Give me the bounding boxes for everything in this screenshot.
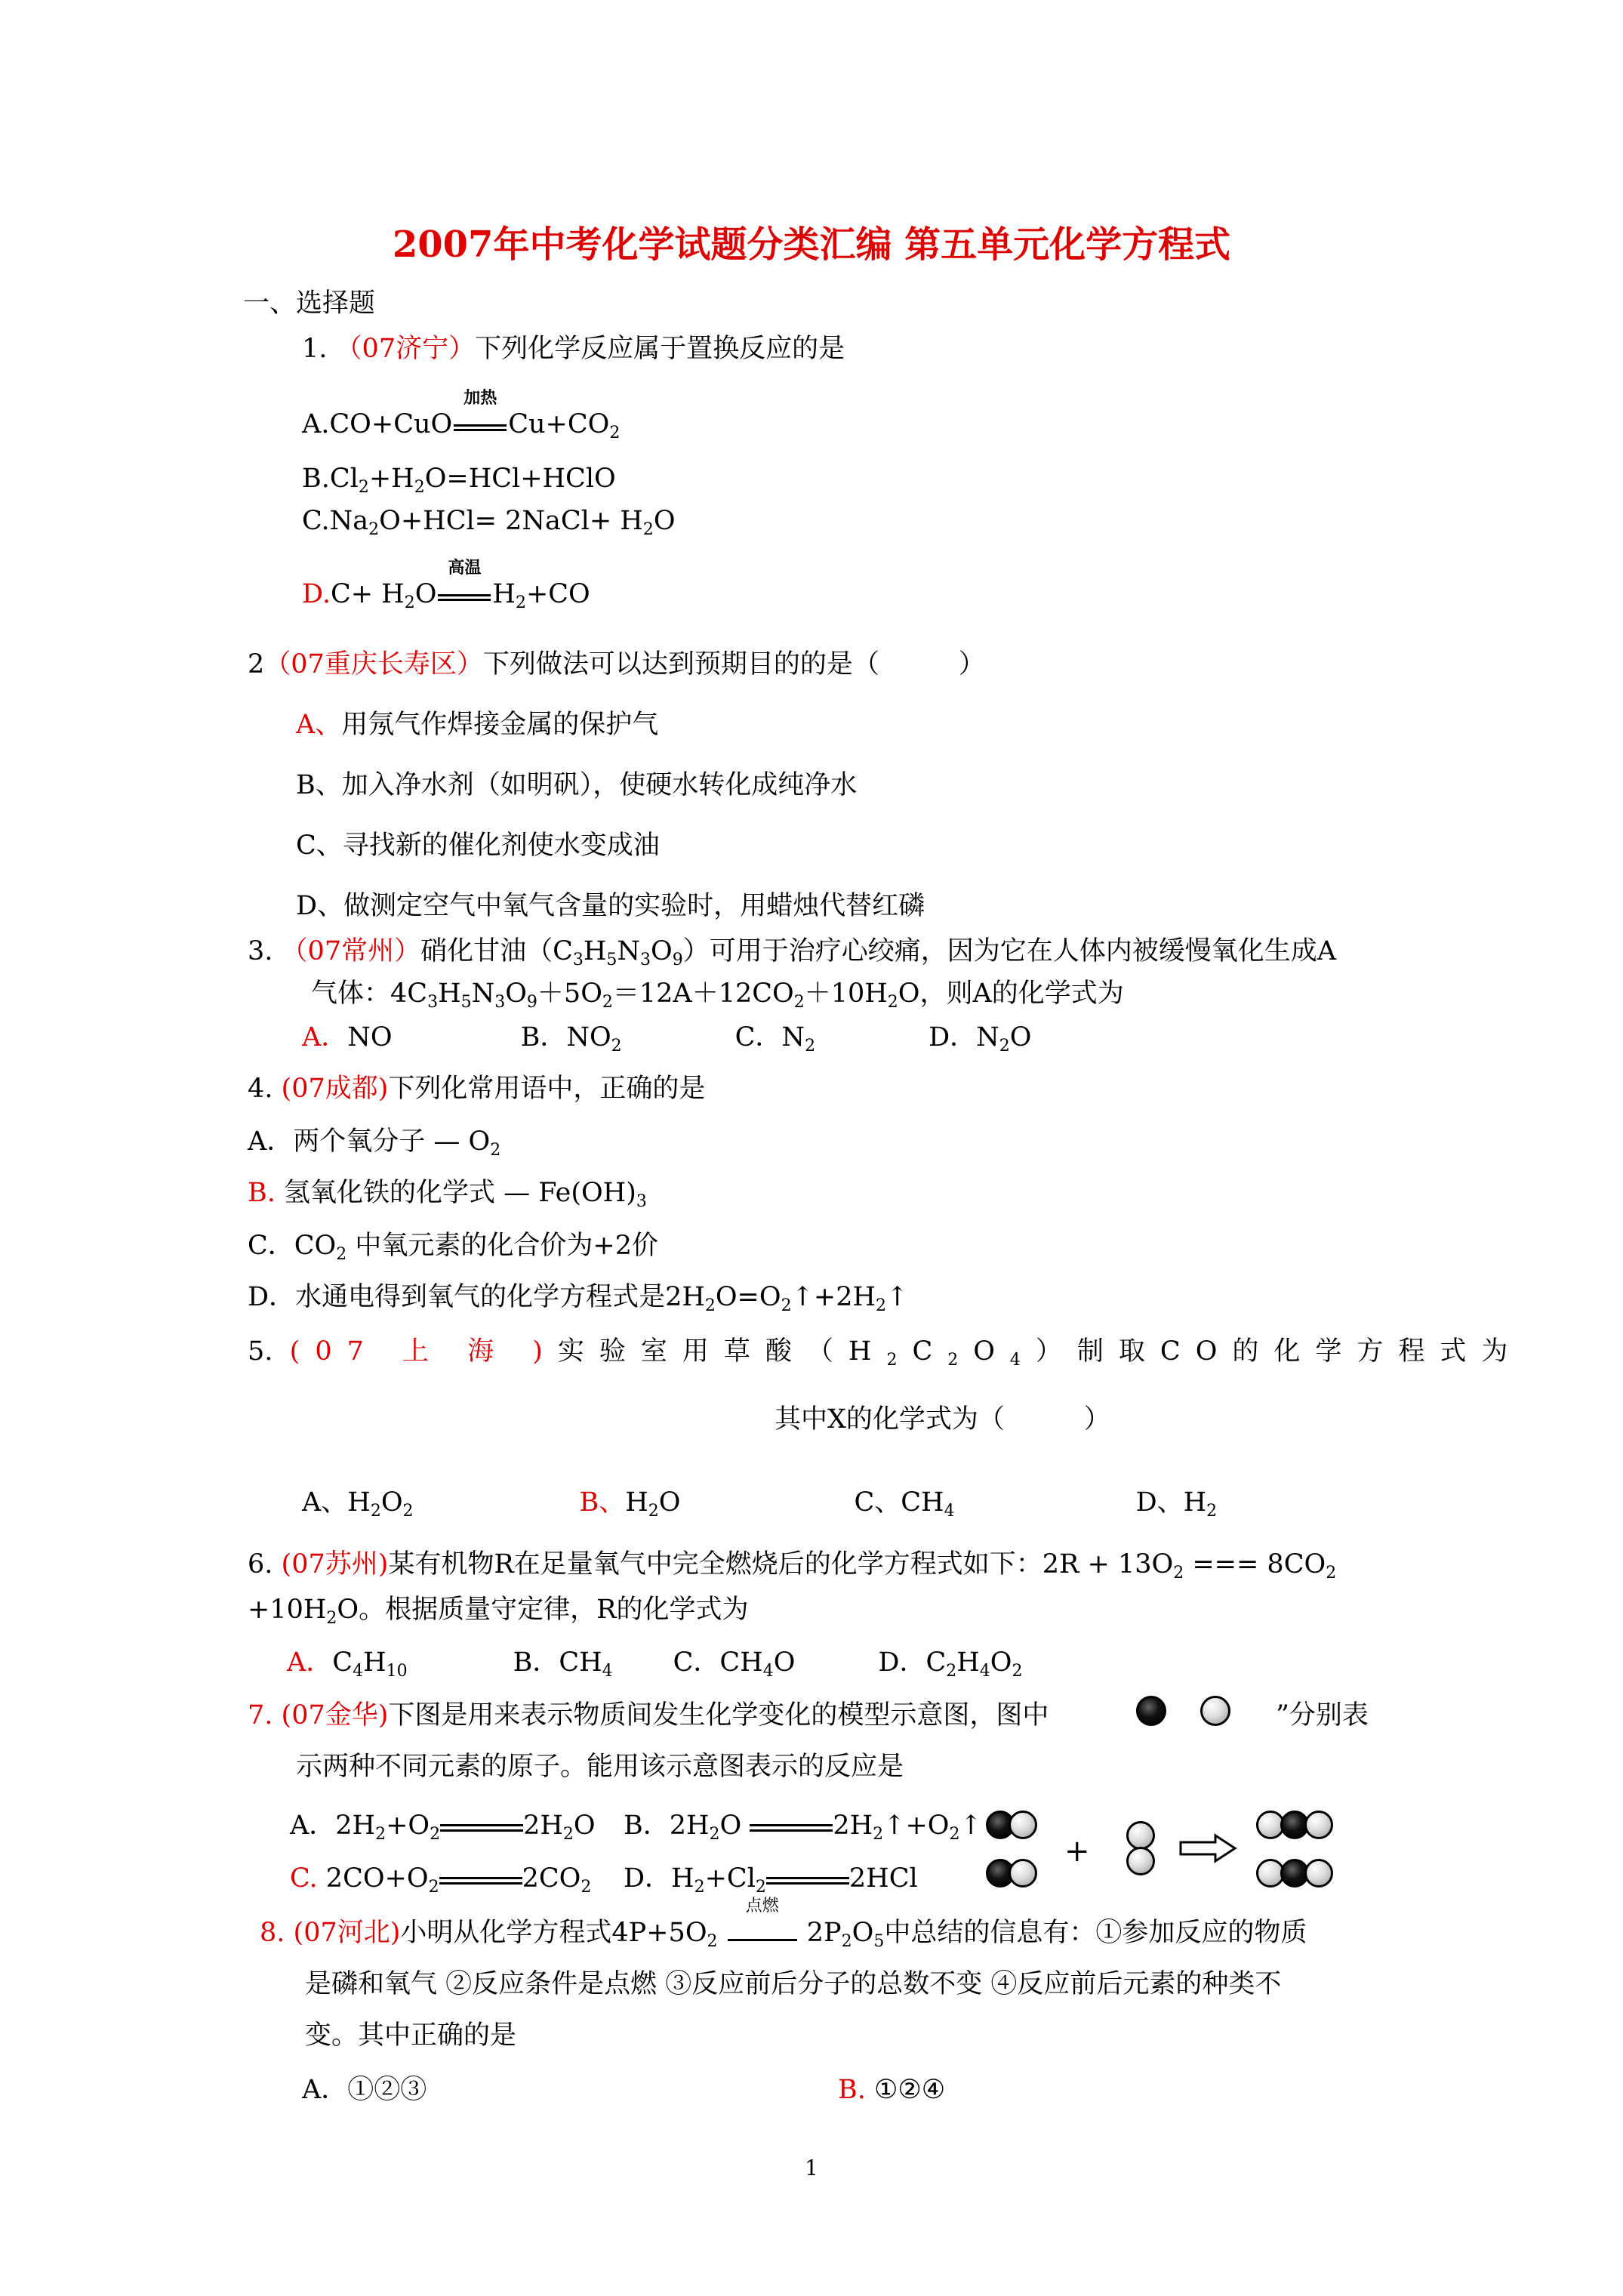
q2-option-b: B、加入净水剂（如明矾），使硬水转化成纯净水 (296, 770, 858, 800)
question-4: 4. (07成都)下列化常用语中，正确的是 (248, 1074, 706, 1104)
q5-options: A、$H_2O_2$ B、$H_2O$ C、$CH_4$ D、$H_2$ (302, 1487, 1218, 1521)
q4-option-a: A．两个氧分子 — $O_2$ (248, 1126, 501, 1160)
q1-source: （07济宁） (335, 334, 476, 364)
q7-option-c: C. $2CO+O_2$ $2CO_2$ (290, 1863, 592, 1897)
q5-stem2: 其中X的化学式为（ ） (775, 1404, 1110, 1435)
page-title: 2007年中考化学试题分类汇编 第五单元化学方程式 (392, 223, 1231, 266)
q7-option-a: A．$2H_2+O_2$ $2H_2O$ (290, 1811, 596, 1844)
q4-option-c: C．$CO_2$ 中氧元素的化合价为+2价 (248, 1231, 658, 1264)
q1-option-c: $C.Na_2O+HCl=$ 2NaCl+ $H_2O$ (302, 506, 676, 539)
q6-options: A．$C_4H_{10}$ B．$CH_4$ C．$CH_4O$ D．$C_2H_4O_2$ (287, 1647, 1023, 1681)
section-heading: 一、选择题 (243, 288, 376, 319)
q1-number: 1. (302, 334, 328, 364)
q8-option-a: A．①②③ (302, 2075, 427, 2105)
q2-option-a: A、用氖气作焊接金属的保护气 (296, 710, 659, 740)
white-atom-icon (1126, 1821, 1155, 1850)
q2-source: （07重庆长寿区） (264, 649, 483, 680)
q2-option-c: C、寻找新的催化剂使水变成油 (296, 831, 660, 861)
q8-line3: 变。其中正确的是 (305, 2020, 517, 2051)
question-3: 3. （07常州）硝化甘油$(C_3H_5N_3O_9)$可用于治疗心绞痛，因为它在人体内被缓慢氧化生成A (248, 936, 1337, 969)
question-7: 7. (07金华)下图是用来表示物质间发生化学变化的模型示意图，图中 (248, 1700, 1049, 1730)
q1-option-b: $B.Cl_2+H_2O=HCl+HClO$ (302, 464, 616, 497)
reaction-condition: 点燃 (726, 1916, 799, 1949)
q7-line2: 示两种不同元素的原子。能用该示意图表示的反应是 (296, 1752, 904, 1782)
q1-stem: 下列化学反应属于置换反应的是 (475, 334, 845, 364)
q8-line2: 是磷和氧气 ②反应条件是点燃 ③反应前后分子的总数不变 ④反应前后元素的种类不 (305, 1969, 1282, 1999)
plus-sign: + (1064, 1834, 1090, 1869)
q8-option-b: B. ①②④ (838, 2075, 946, 2105)
reaction-condition: 高温 (436, 578, 492, 611)
white-atom-icon (1009, 1859, 1037, 1888)
q3-options: A．NO B．$NO_2$ C．$N_2$ D．$N_2O$ (302, 1022, 1032, 1056)
q4-option-d: D．水通电得到氧气的化学方程式是$2H_2O=O_2↑+2H_2↑$ (248, 1282, 909, 1315)
q1-option-a: A.CO+CuO 加热 $Cu+CO_2$ (302, 388, 621, 442)
white-atom-icon (1200, 1696, 1230, 1726)
q1-option-d: $D.C+ H_2O$ 高温 $H_2+CO$ (302, 558, 590, 612)
q3-line2: 气体：$4C_3H_5N_3O_9+5O_2=12A+12CO_2+10H_2O$，则A的化学式为 (311, 978, 1124, 1012)
q7-stem-tail: ”分别表 (1276, 1700, 1369, 1730)
white-atom-icon (1304, 1811, 1333, 1839)
page-number: 1 (805, 2156, 818, 2180)
white-atom-icon (1304, 1859, 1333, 1888)
question-1 (302, 332, 845, 365)
question-6: 6. (07苏州)某有机物R在足量氧气中完全燃烧后的化学方程式如下：$2R + 13O_2$ === $8CO_2$ (248, 1549, 1337, 1583)
question-8: 8. (07河北)小明从化学方程式$4P+5O_2$ 点燃 $2P_2O_5$中总结的信息有：①参加反应的物质 (260, 1897, 1307, 1951)
white-atom-icon (1009, 1811, 1037, 1839)
q7-option-b: B．$2H_2O$ $2H_2↑+O_2↑$ (624, 1811, 982, 1844)
q4-option-b: B. 氢氧化铁的化学式 — $Fe(OH)_3$ (248, 1178, 647, 1211)
q7-option-d: D．$H_2+Cl_2$ 2HCl (624, 1863, 918, 1897)
q2-option-d: D、做测定空气中氧气含量的实验时，用蜡烛代替红磷 (296, 891, 925, 921)
q6-line2: $+10H_2O$。根据质量守定律，R的化学式为 (248, 1595, 749, 1628)
black-atom-icon (1136, 1696, 1166, 1726)
question-5: 5. (07 上 海 )实验室用草酸$(H_2C_2O_4)$制取CO的化学方程式为 (248, 1336, 1523, 1370)
white-atom-icon (1126, 1847, 1155, 1875)
reaction-condition: 加热 (452, 408, 508, 441)
question-2: 2（07重庆长寿区）下列做法可以达到预期目的的是（ ） (248, 649, 985, 680)
arrow-right-icon (1179, 1833, 1238, 1863)
